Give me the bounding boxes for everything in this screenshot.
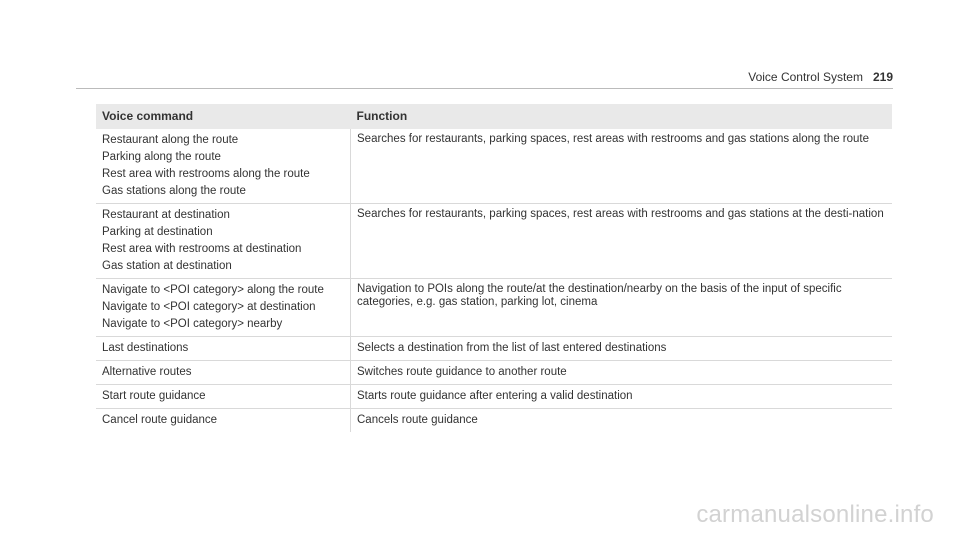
voice-command: Alternative routes [102, 366, 192, 378]
voice-command-cell [96, 279, 351, 337]
voice-command: Cancel route guidance [102, 414, 218, 426]
section-title: Voice Control System [748, 70, 863, 84]
column-header-voice-command: Voice command [96, 104, 351, 129]
function-cell [351, 337, 893, 361]
voice-command-cell [96, 204, 351, 279]
column-header-function: Function [351, 104, 893, 129]
table-row [96, 385, 892, 409]
page-number: 219 [872, 70, 893, 84]
voice-command: Navigate to <POI category> at destination [102, 301, 316, 313]
function-description: Selects a destination from the list of last entered destinations [357, 342, 667, 354]
function-description: Searches for restaurants, parking spaces, rest areas with restrooms and gas stations along the route [357, 133, 870, 145]
function-description: Starts route guidance after entering a valid destination [357, 390, 633, 402]
voice-command: Gas stations along the route [102, 185, 246, 197]
voice-command-cell [96, 337, 351, 361]
page-header [0, 70, 893, 84]
function-cell [351, 279, 893, 337]
function-cell [351, 409, 893, 433]
table-row [96, 361, 892, 385]
voice-command: Navigate to <POI category> along the route [102, 284, 324, 296]
table-row [96, 204, 892, 279]
voice-command: Rest area with restrooms at destination [102, 243, 302, 255]
function-description: Switches route guidance to another route [357, 366, 567, 378]
function-description: Searches for restaurants, parking spaces, rest areas with restrooms and gas stations at the desti-nation [357, 208, 884, 220]
voice-command-table-container [96, 104, 892, 432]
function-cell [351, 385, 893, 409]
function-cell [351, 204, 893, 279]
voice-command: Parking at destination [102, 226, 213, 238]
voice-command-cell [96, 385, 351, 409]
voice-command: Rest area with restrooms along the route [102, 168, 310, 180]
voice-command: Parking along the route [102, 151, 221, 163]
voice-command: Start route guidance [102, 390, 206, 402]
table-row [96, 337, 892, 361]
header-rule [76, 88, 893, 89]
table-row [96, 129, 892, 204]
table-header-row [96, 104, 892, 129]
voice-command-table [96, 104, 892, 432]
voice-command-cell [96, 129, 351, 204]
function-description: Cancels route guidance [357, 414, 478, 426]
watermark: carmanualsonline.info [696, 501, 934, 528]
voice-command: Navigate to <POI category> nearby [102, 318, 283, 330]
voice-command: Gas station at destination [102, 260, 232, 272]
voice-command: Restaurant at destination [102, 209, 230, 221]
table-row [96, 409, 892, 433]
voice-command-cell [96, 361, 351, 385]
function-cell [351, 361, 893, 385]
function-description: Navigation to POIs along the route/at the destination/nearby on the basis of the input of specific categories, e.g. gas station, parking lot, cinema [357, 283, 842, 308]
function-cell [351, 129, 893, 204]
table-row [96, 279, 892, 337]
voice-command-cell [96, 409, 351, 433]
voice-command: Last destinations [102, 342, 189, 354]
voice-command: Restaurant along the route [102, 134, 239, 146]
